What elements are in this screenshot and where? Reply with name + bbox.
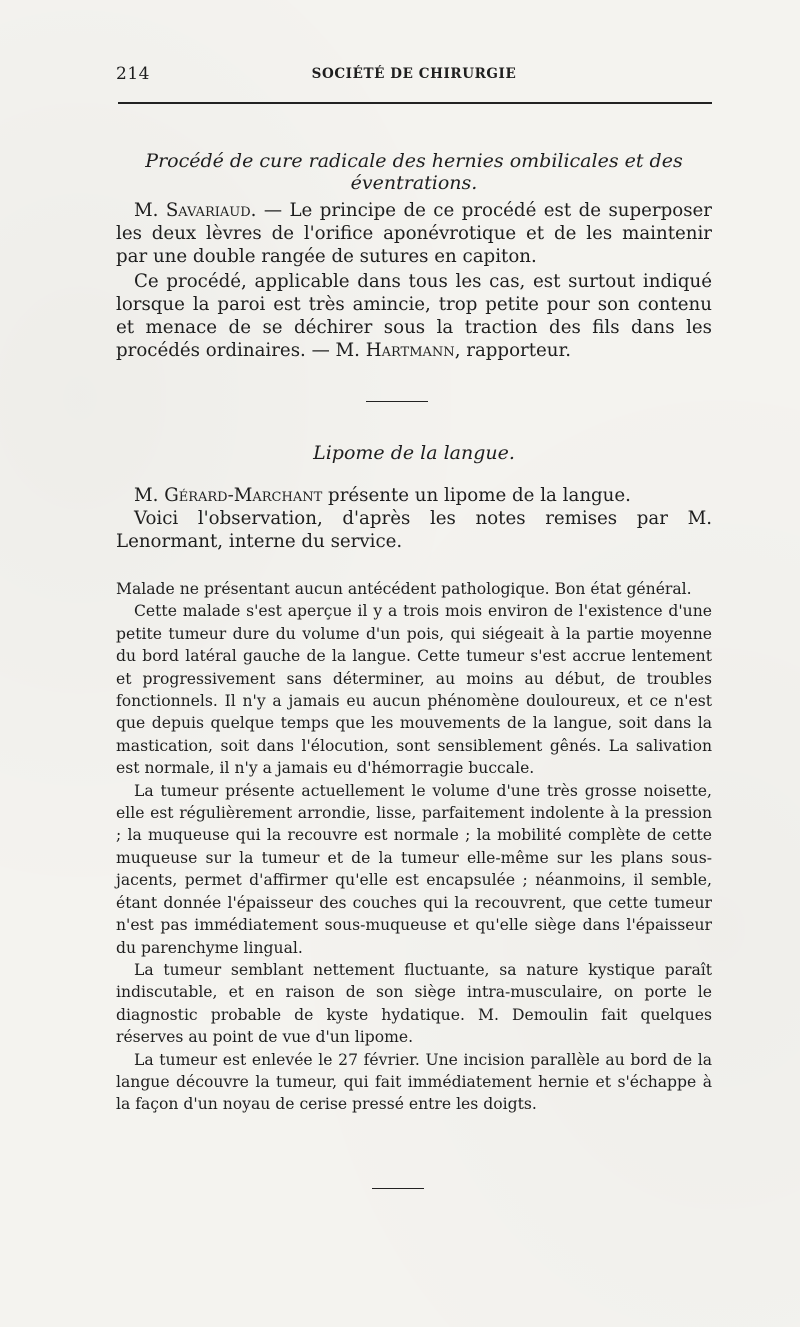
observation-paragraph: La tumeur présente actuellement le volume d'une très grosse noisette, elle est régulièrement arrondie, lisse, parfaitement indolente à la pression ; la muqueuse qui la recouvre est normale ; la mobilité complète de cette muqueuse sur la tumeur et de la tumeur elle-même sur les plans sous-jacents, permet d'affirmer qu'elle est encapsulée ; néanmoins, il semble, étant donnée l'épaisseur des couches qui la recouvrent, que cette tumeur n'est pas immédiatement sous-muqueuse et qu'elle siège dans l'épaisseur du parenchyme lingual. — [116, 781, 712, 957]
section-divider — [366, 401, 428, 402]
section-lipome — [116, 442, 712, 464]
page-header — [116, 64, 712, 94]
end-divider — [372, 1188, 424, 1189]
paragraph-lead: M. — [134, 200, 166, 221]
section-cure-radicale-body — [116, 199, 712, 362]
paragraph-procede — [116, 270, 712, 362]
observation-paragraph: Malade ne présentant aucun antécédent pathologique. Bon état général. — [116, 580, 692, 598]
paragraph-tail: , rapporteur. — [454, 340, 571, 361]
observation-paragraph: Cette malade s'est aperçue il y a trois mois environ de l'existence d'une petite tumeur dure du volume d'un pois, qui siégeait à la partie moyenne du bord latéral gauche de la langue. Cette tumeur s'est accrue lentement et progressivement sans déterminer, au moins au début, de troubles fonctionnels. Il n'y a jamais eu aucun phénomène douloureux, et ce n'est que depuis quelque temps que les mouvements de la langue, soit dans la mastication, soit dans l'élocution, sont sensiblement gênés. La salivation est normale, il n'y a jamais eu d'hémorragie buccale. — [116, 602, 712, 778]
paragraph-lead: M. — [134, 485, 165, 506]
paragraph-observation-intro: Voici l'observation, d'après les notes remises par M. Lenormant, interne du service. — [116, 508, 712, 552]
section-cure-radicale — [116, 150, 712, 194]
section-title-lipome: Lipome de la langue. — [313, 442, 515, 464]
paragraph-text: Ce procédé, applicable dans tous les cas, est surtout indiqué lorsque la paroi est très amincie, trop petite pour son contenu et menace de se déchirer sous la traction des fils dans les procédés ordinaires. — M. — [116, 271, 712, 361]
header-rule — [118, 102, 712, 104]
paragraph-text: . — Le principe de ce procédé est de superposer les deux lèvres de l'orifice aponévrotique et de les maintenir par une double rangée de sutures en capiton. — [116, 200, 712, 267]
author-name-savariaud: Savariaud — [165, 200, 251, 221]
paragraph-gerard-marchant — [116, 484, 712, 507]
page-number: 214 — [116, 64, 150, 84]
section-title-cure-radicale: Procédé de cure radicale des hernies ombilicales et des éventrations. — [145, 150, 683, 194]
running-title: SOCIÉTÉ DE CHIRURGIE — [311, 66, 517, 82]
paragraph-text: présente un lipome de la langue. — [322, 485, 631, 506]
author-name-hartmann: Hartmann — [365, 340, 455, 361]
observation-text — [116, 578, 712, 1116]
observation-paragraph: La tumeur est enlevée le 27 février. Une incision parallèle au bord de la langue découvre la tumeur, qui fait immédiatement hernie et s'échappe à la façon d'un noyau de cerise pressé entre les doigts. — [116, 1050, 712, 1114]
section-lipome-body — [116, 484, 712, 553]
paragraph-savariaud — [116, 199, 712, 268]
author-name-gerard-marchant: Gérard-Marchant — [164, 485, 323, 506]
observation-paragraph: La tumeur semblant nettement fluctuante, sa nature kystique paraît indiscutable, et en raison de son siège intra-musculaire, on porte le diagnostic probable de kyste hydatique. M. Demoulin fait quelques réserves au point de vue d'un lipome. — [116, 960, 712, 1047]
